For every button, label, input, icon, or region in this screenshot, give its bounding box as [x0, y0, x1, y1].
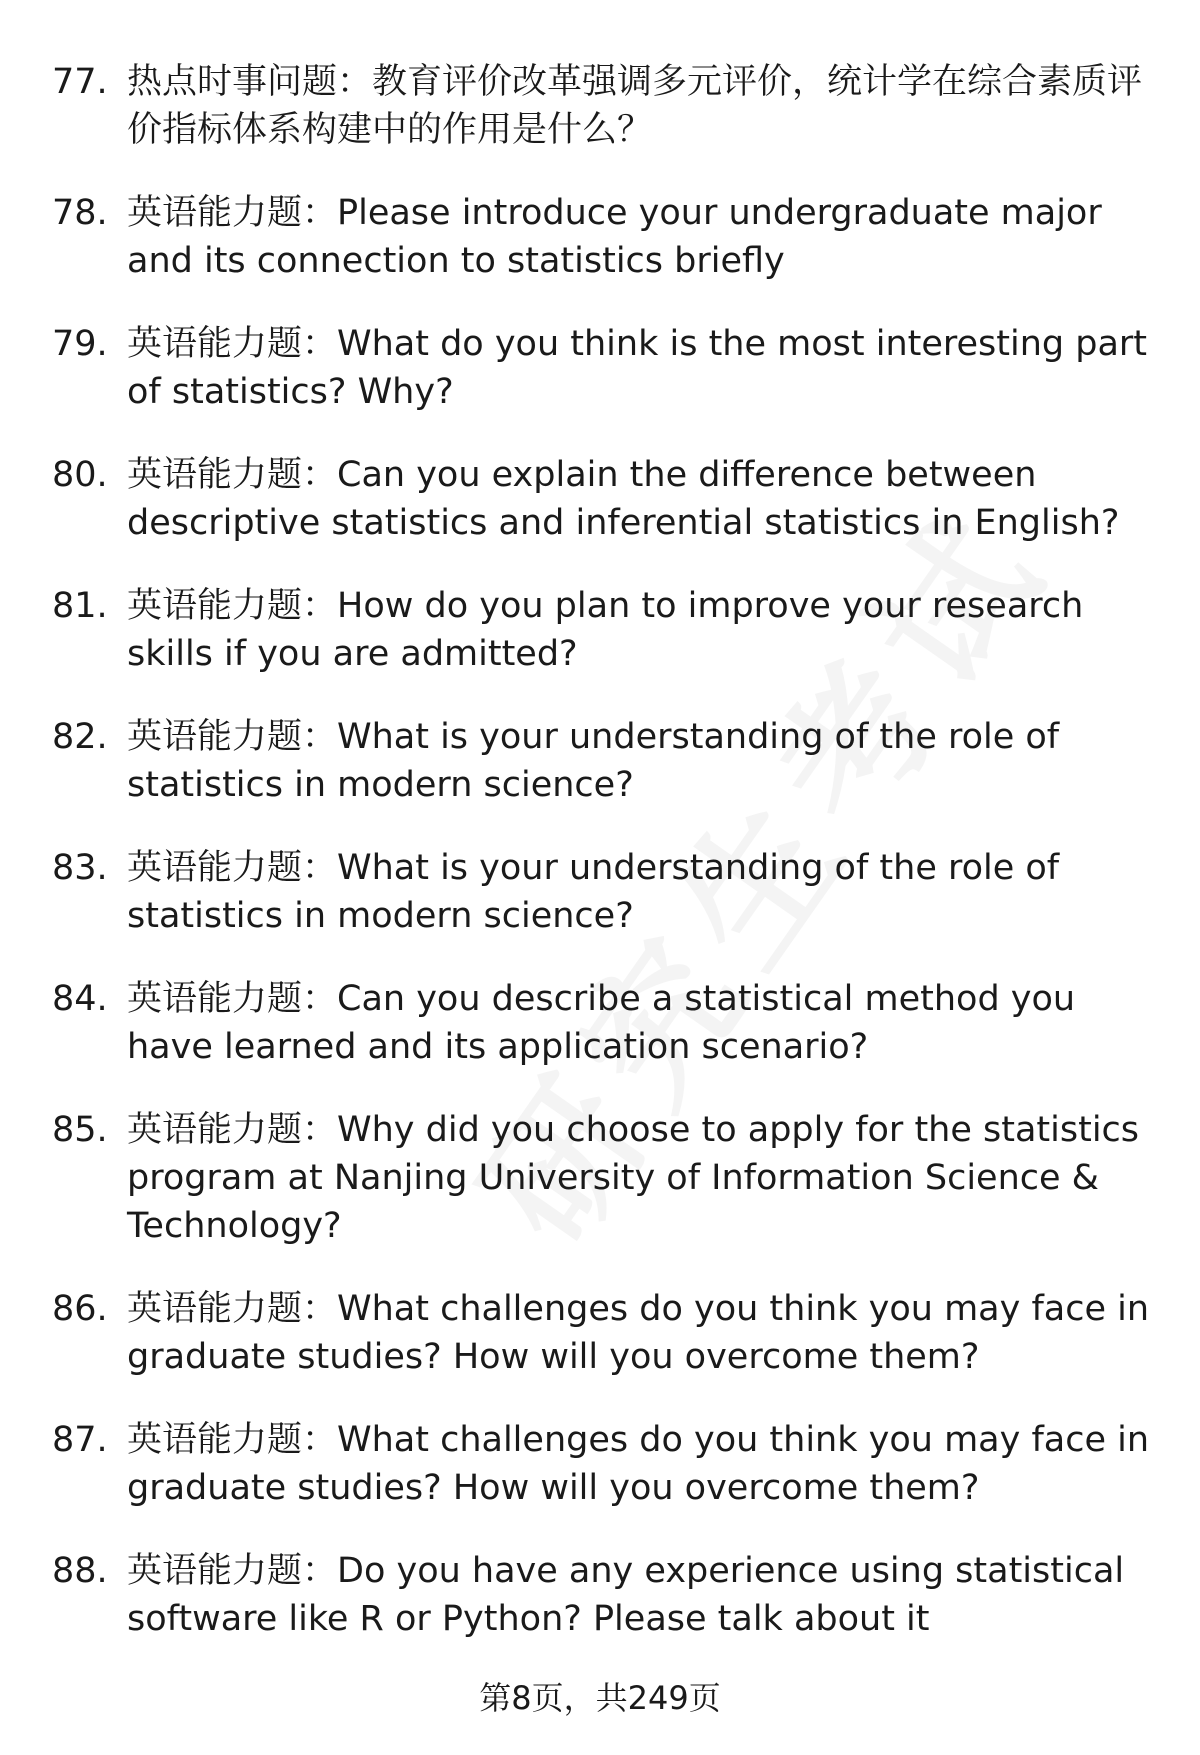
question-number: 86.: [52, 1289, 108, 1329]
question-number: 85.: [52, 1110, 108, 1150]
question-item: [52, 58, 1172, 154]
question-text: 英语能力题：What challenges do you think you may face in graduate studies? How will you overcome them?: [127, 1289, 1150, 1377]
question-number: 88.: [52, 1551, 108, 1591]
question-number: 83.: [52, 848, 108, 888]
question-text: 英语能力题：What is your understanding of the role of statistics in modern science?: [127, 717, 1060, 805]
question-number: 84.: [52, 979, 108, 1019]
question-item: [52, 451, 1172, 547]
question-number: 77.: [52, 62, 108, 102]
question-number: 82.: [52, 717, 108, 757]
question-item: [52, 844, 1172, 940]
question-item: [52, 320, 1172, 416]
question-number: 79.: [52, 324, 108, 364]
question-number: 81.: [52, 586, 108, 626]
question-text: 英语能力题：What is your understanding of the role of statistics in modern science?: [127, 848, 1060, 936]
question-item: [52, 713, 1172, 809]
question-number: 80.: [52, 455, 108, 495]
question-text: 英语能力题：Please introduce your undergraduate major and its connection to statistics briefly: [127, 193, 1102, 281]
question-text: 英语能力题：What do you think is the most interesting part of statistics? Why?: [127, 324, 1148, 412]
question-item: [52, 1285, 1172, 1381]
question-text: 英语能力题：How do you plan to improve your research skills if you are admitted?: [127, 586, 1084, 674]
question-text: 英语能力题：What challenges do you think you may face in graduate studies? How will you overcome them?: [127, 1420, 1150, 1508]
question-list: [52, 58, 1172, 1678]
page-footer: 第8页，共249页: [479, 1679, 721, 1717]
question-text: 英语能力题：Can you describe a statistical method you have learned and its application scenario?: [127, 979, 1076, 1067]
question-number: 78.: [52, 193, 108, 233]
question-item: [52, 582, 1172, 678]
question-item: [52, 1416, 1172, 1512]
question-text: 英语能力题：Can you explain the difference between descriptive statistics and inferential statistics in English?: [127, 455, 1120, 543]
question-text: 英语能力题：Do you have any experience using statistical software like R or Python? Please talk about it: [127, 1551, 1125, 1639]
question-item: [52, 189, 1172, 285]
question-text: 英语能力题：Why did you choose to apply for the statistics program at Nanjing University of Information Science & Technology?: [127, 1110, 1140, 1246]
question-text: 热点时事问题：教育评价改革强调多元评价，统计学在综合素质评价指标体系构建中的作用是什么？: [127, 62, 1143, 150]
question-number: 87.: [52, 1420, 108, 1460]
question-item: [52, 1106, 1172, 1250]
question-item: [52, 1547, 1172, 1643]
question-item: [52, 975, 1172, 1071]
